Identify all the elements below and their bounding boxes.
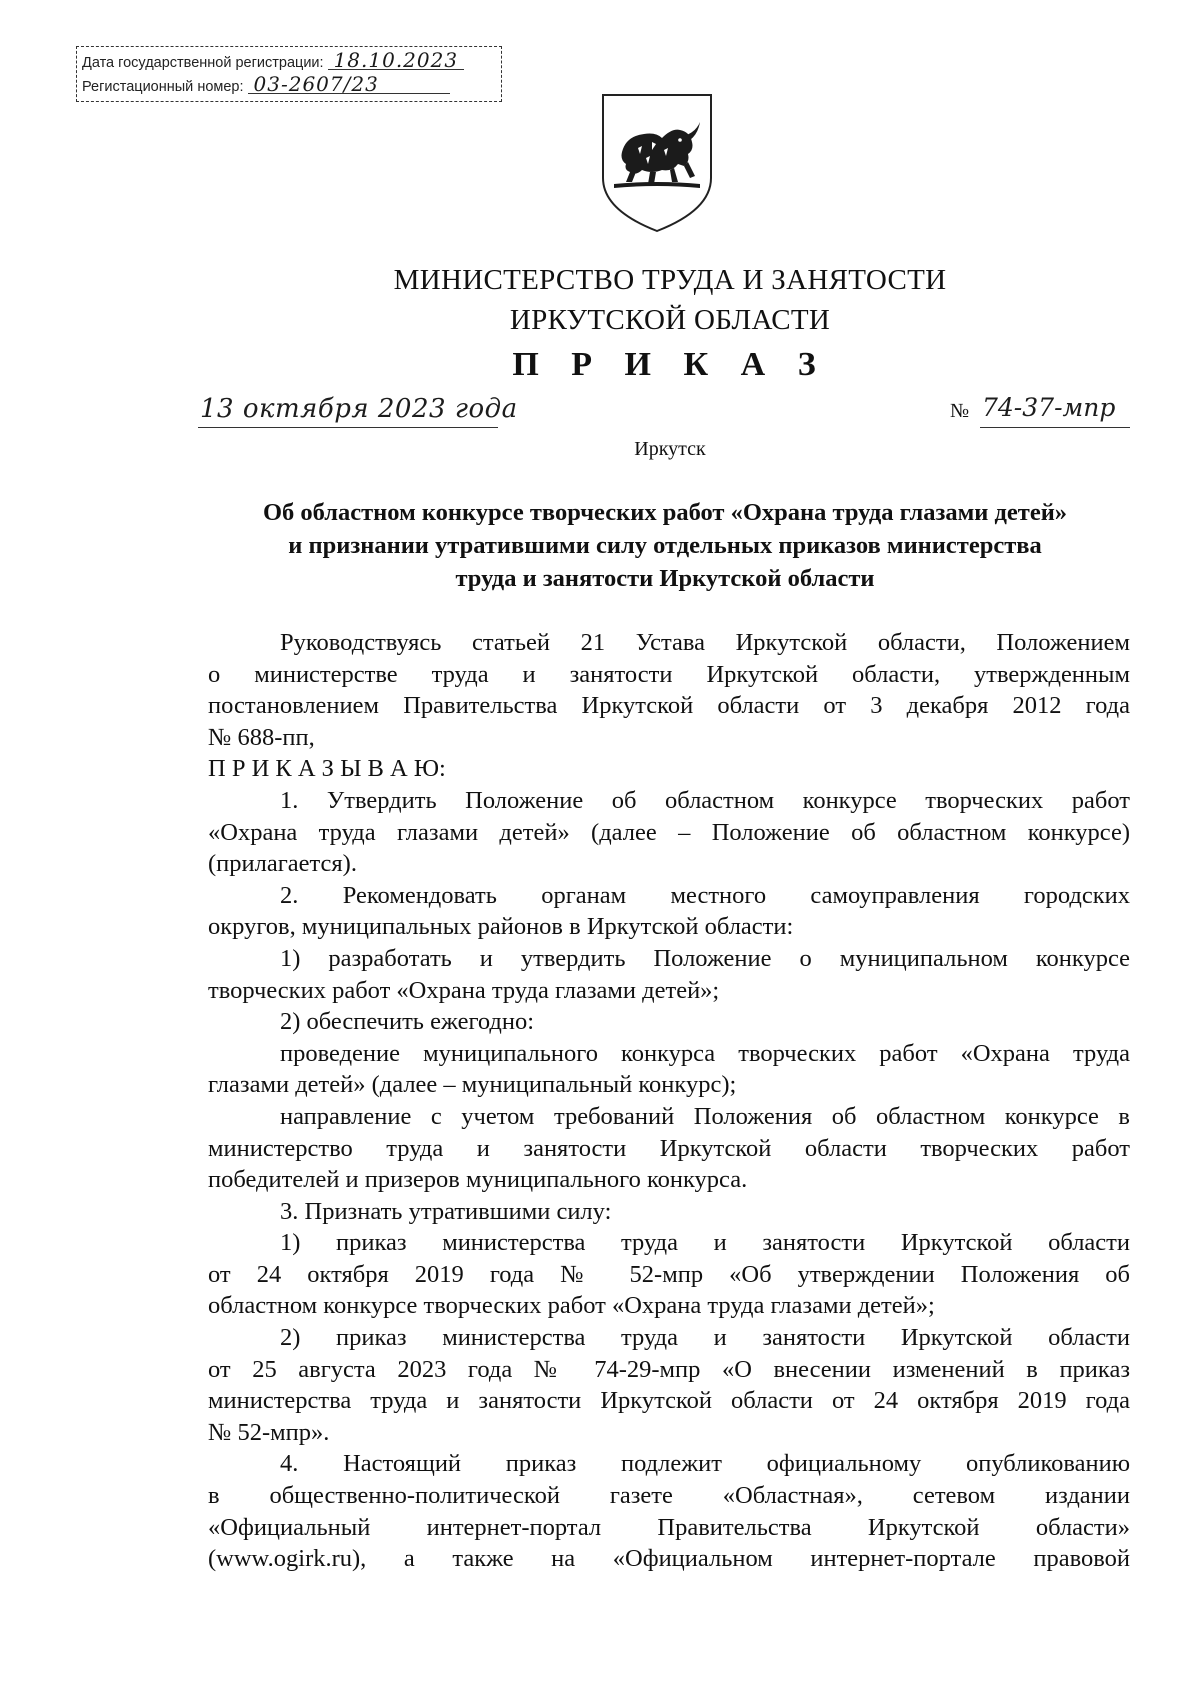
body-line: Руководствуясь статьей 21 Устава Иркутской области, Положением	[280, 629, 1130, 656]
body-line: 2. Рекомендовать органам местного самоуправления городских	[280, 881, 1130, 909]
body-line: от 25 августа 2023 года № 74-29-мпр «О внесении изменений в приказ	[208, 1355, 1130, 1383]
order-number-sign: №	[950, 400, 970, 422]
registration-stamp	[76, 46, 502, 102]
body-line: 3. Признать утратившими силу:	[280, 1197, 612, 1225]
issue-city: Иркутск	[634, 438, 706, 460]
body-line: 4. Настоящий приказ подлежит официальному опубликованию	[280, 1450, 1130, 1478]
body-line: «Охрана труда глазами детей» (далее – Положение об областном конкурсе)	[208, 818, 1130, 846]
body-line: 2) обеспечить ежегодно:	[280, 1008, 535, 1036]
body-line: округов, муниципальных районов в Иркутской области:	[208, 913, 794, 941]
body-line: № 52-мпр».	[208, 1418, 330, 1446]
ministry-name-line2: ИРКУТСКОЙ ОБЛАСТИ	[509, 304, 831, 336]
body-line: проведение муниципального конкурса творческих работ «Охрана труда	[280, 1039, 1130, 1067]
body-line: № 688-пп,	[208, 723, 315, 751]
registration-number-row	[82, 72, 495, 99]
order-number-underline	[980, 427, 1130, 428]
body-line: творческих работ «Охрана труда глазами детей»;	[208, 976, 720, 1004]
body-line: (прилагается).	[208, 850, 357, 878]
registration-date-value: 18.10.2023	[328, 51, 465, 70]
order-date-underline	[198, 427, 498, 428]
body-line: 1) разработать и утвердить Положение о муниципальном конкурсе	[280, 944, 1130, 972]
ministry-name-line1: МИНИСТЕРСТВО ТРУДА И ЗАНЯТОСТИ	[393, 264, 947, 296]
body-line: 1) приказ министерства труда и занятости Иркутской области	[280, 1229, 1130, 1257]
registration-number-value: 03-2607/23	[248, 75, 450, 94]
body-line: министерство труда и занятости Иркутской области творческих работ	[208, 1134, 1130, 1162]
document-type-heading: П Р И К А З	[512, 346, 828, 383]
order-date-handwritten: 13 октября 2023 года	[200, 394, 518, 424]
irkutsk-coat-of-arms-icon	[600, 92, 714, 234]
body-line: от 24 октября 2019 года № 52-мпр «Об утверждении Положения об	[208, 1260, 1130, 1288]
body-line: в общественно-политической газете «Областная», сетевом издании	[208, 1482, 1130, 1510]
body-line: «Официальный интернет-портал Правительства Иркутской области»	[208, 1513, 1130, 1541]
body-line: победителей и призеров муниципального конкурса.	[208, 1166, 748, 1194]
registration-date-label: Дата государственной регистрации:	[82, 55, 324, 71]
order-title-line: и признании утратившими силу отдельных приказов министерства	[288, 532, 1042, 559]
order-title-line: Об областном конкурсе творческих работ «Охрана труда глазами детей»	[262, 499, 1068, 526]
body-line: глазами детей» (далее – муниципальный конкурс);	[208, 1071, 737, 1099]
body-line: постановлением Правительства Иркутской области от 3 декабря 2012 года	[208, 692, 1130, 720]
body-line: 1. Утвердить Положение об областном конкурсе творческих работ	[280, 786, 1130, 814]
registration-number-label: Регистационный номер:	[82, 79, 244, 95]
body-line: 2) приказ министерства труда и занятости Иркутской области	[280, 1324, 1130, 1352]
body-line: министерства труда и занятости Иркутской области от 24 октября 2019 года	[208, 1387, 1130, 1415]
order-number-handwritten: 74-37-мпр	[982, 393, 1116, 422]
body-line: областном конкурсе творческих работ «Охрана труда глазами детей»;	[208, 1292, 935, 1320]
order-directive: П Р И К А З Ы В А Ю:	[208, 755, 446, 783]
order-title	[200, 496, 1130, 595]
order-title-line: труда и занятости Иркутской области	[455, 565, 875, 592]
order-body	[208, 627, 1130, 1575]
body-line: направление с учетом требований Положения об областном конкурсе в	[280, 1102, 1130, 1130]
body-line: о министерстве труда и занятости Иркутской области, утвержденным	[208, 660, 1130, 688]
body-line: (www.ogirk.ru), а также на «Официальном интернет-портале правовой	[208, 1545, 1130, 1573]
